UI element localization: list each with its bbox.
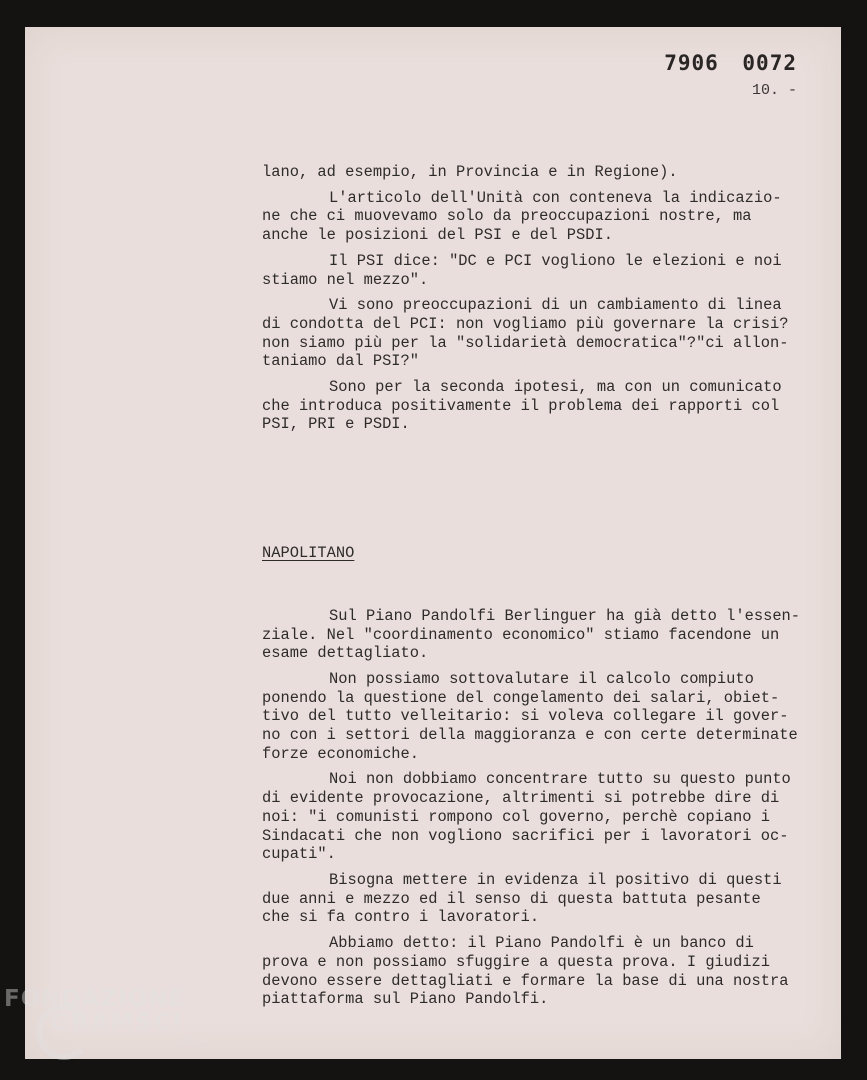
archive-number: 7906 0072 (664, 51, 797, 75)
paragraph: Sono per la seconda ipotesi, ma con un comunicato che introduca positivamente il problema dei rapporti col PSI, PRI e PSDI. (262, 378, 782, 434)
paragraph: Bisogna mettere in evidenza il positivo di questi due anni e mezzo ed il senso di questa battuta pesante che si fa contro i lavoratori. (262, 870, 782, 927)
watermark-line2-text: GRAMSCI (50, 1010, 184, 1036)
document-body (262, 163, 822, 1016)
page-number: 10. - (751, 82, 797, 99)
paragraph: Vi sono preoccupazioni di un cambiamento di linea di condotta del PCI: non vogliamo più governare la crisi? non siamo più per la "solidarietà democratica"?"ci allon- taniamo dal PSI?" (262, 296, 789, 371)
paragraph: Non possiamo sottovalutare il calcolo compiuto ponendo la questione del congelamento dei salari, obiet- tivo del tutto velleitario: si voleva collegare il gover- no con i settori della maggioranza e con certe determinate forze economiche. (262, 669, 798, 763)
paragraph: Sul Piano Pandolfi Berlinguer ha già detto l'essen- ziale. Nel "coordinamento economico" stiamo facendone un esame dettagliato. (262, 606, 801, 663)
watermark-logo-icon (36, 1004, 92, 1060)
paragraph: Abbiamo detto: il Piano Pandolfi è un banco di prova e non possiamo sfuggire a questa prova. I giudizi devono essere dettagliati e formare la base di una nostra piattaforma sul Piano Pandolfi. (262, 934, 789, 1009)
paragraph: Noi non dobbiamo concentrare tutto su questo punto di evidente provocazione, altrimenti si potrebbe dire di noi: "i comunisti rompono col governo, perchè copiano i Sindacati che non vogliono sacrifici per i lavoratori oc- cupati". (262, 770, 791, 864)
document-page (25, 27, 841, 1059)
speaker-heading: NAPOLITANO (262, 544, 355, 563)
paragraph: lano, ad esempio, in Provincia e in Regione). (262, 163, 678, 181)
watermark-line2 (50, 1010, 205, 1036)
watermark-line1: FONDAZIONE (4, 986, 186, 1012)
fondazione-gramsci-watermark (4, 986, 205, 1047)
paragraph: L'articolo dell'Unità con conteneva la indicazio- ne che ci muovevamo solo da preoccupazioni nostre, ma anche le posizioni del PSI e del PSDI. (262, 188, 782, 245)
paragraph: Il PSI dice: "DC e PCI vogliono le elezioni e noi stiamo nel mezzo". (262, 251, 782, 289)
watermark-onlus: onlus (176, 1034, 206, 1047)
